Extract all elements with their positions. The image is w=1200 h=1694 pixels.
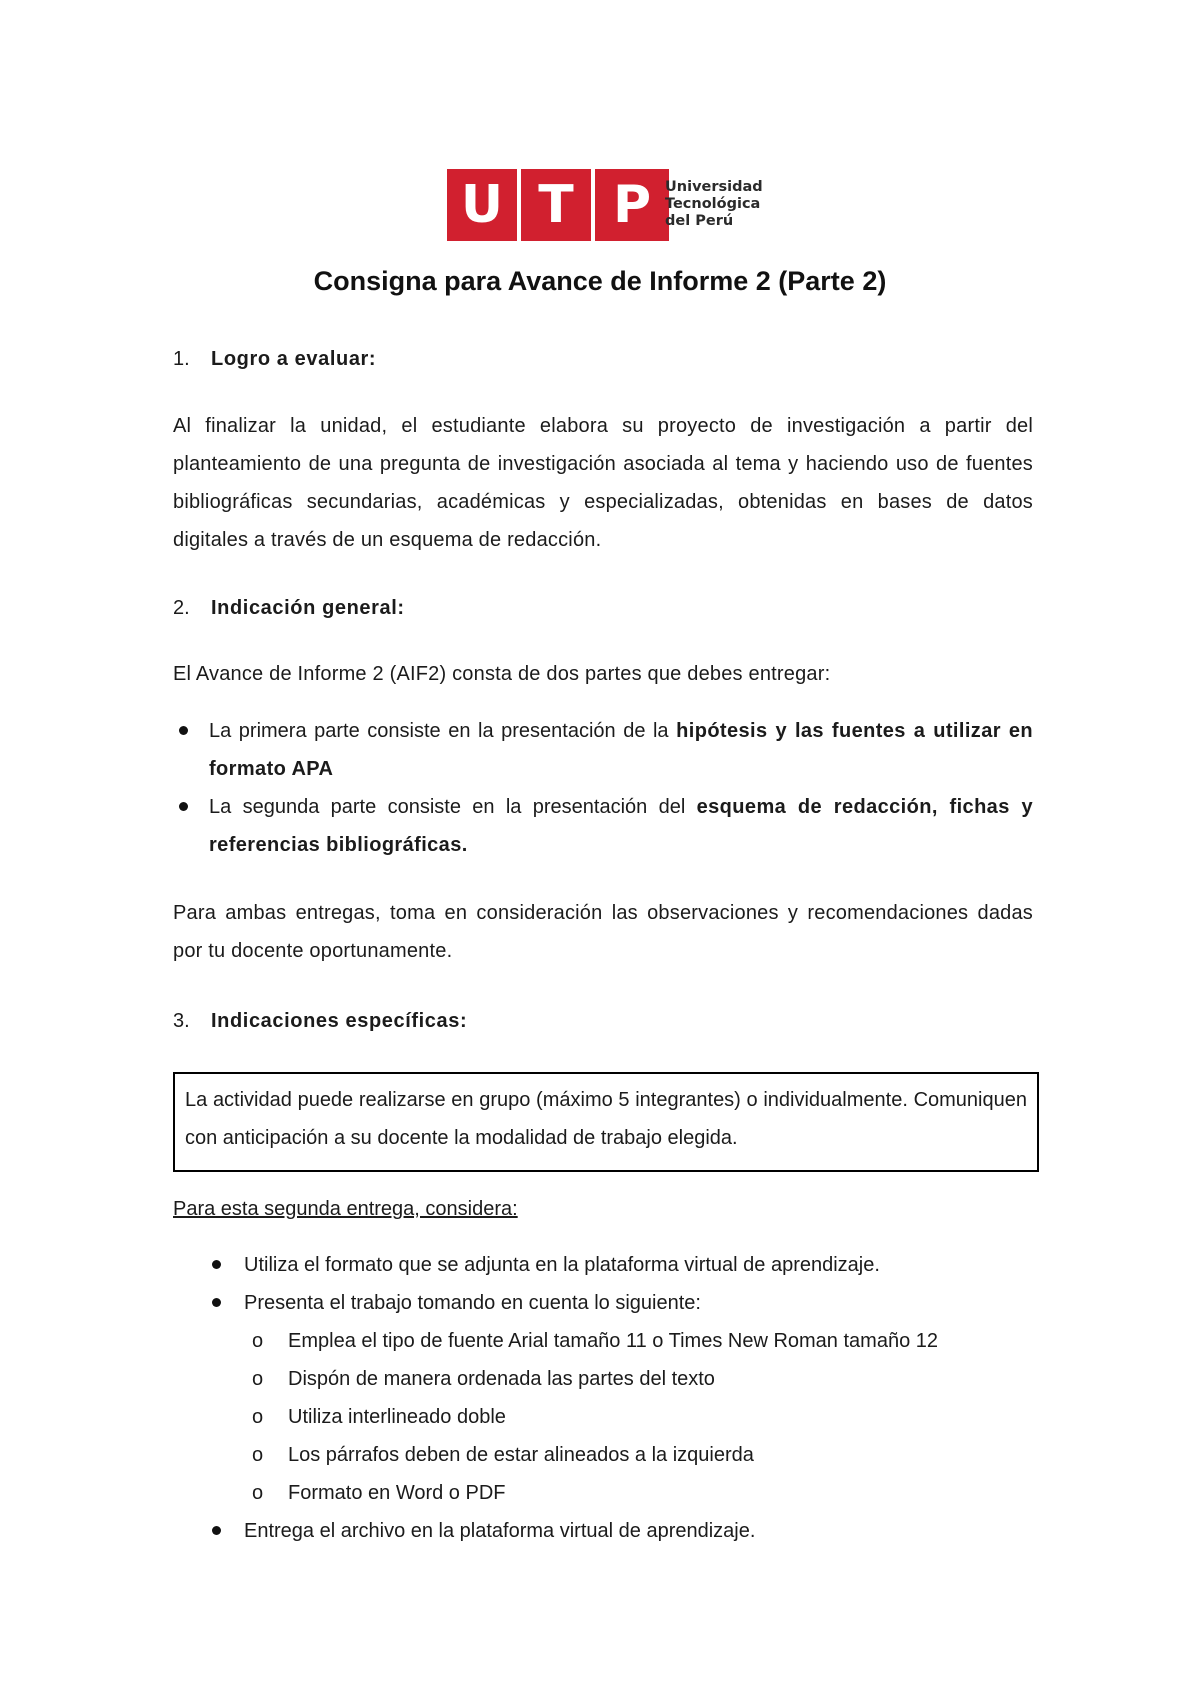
sub-list-item: o Los párrafos deben de estar alineados a la izquierda — [252, 1436, 754, 1474]
list-item: Presenta el trabajo tomando en cuenta lo siguiente: — [212, 1284, 1032, 1322]
utp-logo — [447, 169, 765, 241]
section-1-text: Al finalizar la unidad, el estudiante elabora su proyecto de investigación a partir del planteamiento de una pregunta de investigación asociada al tema y haciendo uso de fuentes bibliográficas secundarias, académicas y especializadas, obtenidas en bases de datos digitales a través de un esquema de redacción. — [173, 415, 1033, 551]
logo-university-name: Universidad Tecnológica del Perú — [665, 179, 763, 229]
sub-bullet-icon: o — [252, 1482, 264, 1504]
sub-list-item: o Formato en Word o PDF — [252, 1474, 505, 1512]
list-item: Entrega el archivo en la plataforma virtual de aprendizaje. — [212, 1512, 1032, 1550]
bullet-icon — [179, 726, 188, 735]
bullet-icon — [212, 1298, 221, 1307]
logo-letter-t: T — [521, 169, 595, 241]
logo-letter-p: P — [612, 175, 652, 235]
consider-heading: Para esta segunda entrega, considera: — [173, 1198, 518, 1220]
sub-list-item: o Emplea el tipo de fuente Arial tamaño 11 o Times New Roman tamaño 12 — [252, 1322, 938, 1360]
section-2-bullet: La primera parte consiste en la presentación de la hipótesis y las fuentes a utilizar en formato APA — [173, 712, 1033, 788]
sub-list-item: o Dispón de manera ordenada las partes del texto — [252, 1360, 715, 1398]
section-1-heading: 1. Logro a evaluar: — [173, 348, 377, 370]
sub-bullet-icon: o — [252, 1330, 264, 1352]
sub-bullet-icon: o — [252, 1368, 264, 1390]
section-2-heading: 2. Indicación general: — [173, 597, 405, 619]
logo-letter-u: U — [447, 169, 521, 241]
section-3-heading: 3. Indicaciones específicas: — [173, 1010, 468, 1032]
bullet-icon — [179, 802, 188, 811]
sub-bullet-icon: o — [252, 1444, 264, 1466]
sub-bullet-icon: o — [252, 1406, 264, 1428]
list-item: Utiliza el formato que se adjunta en la plataforma virtual de aprendizaje. — [212, 1246, 1032, 1284]
bullet-icon — [212, 1260, 221, 1269]
section-2-bullet: La segunda parte consiste en la presentación del esquema de redacción, fichas y referencias bibliográficas. — [173, 788, 1033, 864]
document-title: Consigna para Avance de Informe 2 (Parte 2) — [313, 266, 887, 296]
section-2-closing: Para ambas entregas, toma en consideración las observaciones y recomendaciones dadas por tu docente oportunamente. — [173, 902, 1033, 962]
sub-list-item: o Utiliza interlineado doble — [252, 1398, 506, 1436]
group-note-box: La actividad puede realizarse en grupo (máximo 5 integrantes) o individualmente. Comuniquen con anticipación a su docente la modalidad de trabajo elegida. — [173, 1072, 1039, 1172]
bullet-icon — [212, 1526, 221, 1535]
section-2-intro: El Avance de Informe 2 (AIF2) consta de dos partes que debes entregar: — [173, 663, 831, 685]
